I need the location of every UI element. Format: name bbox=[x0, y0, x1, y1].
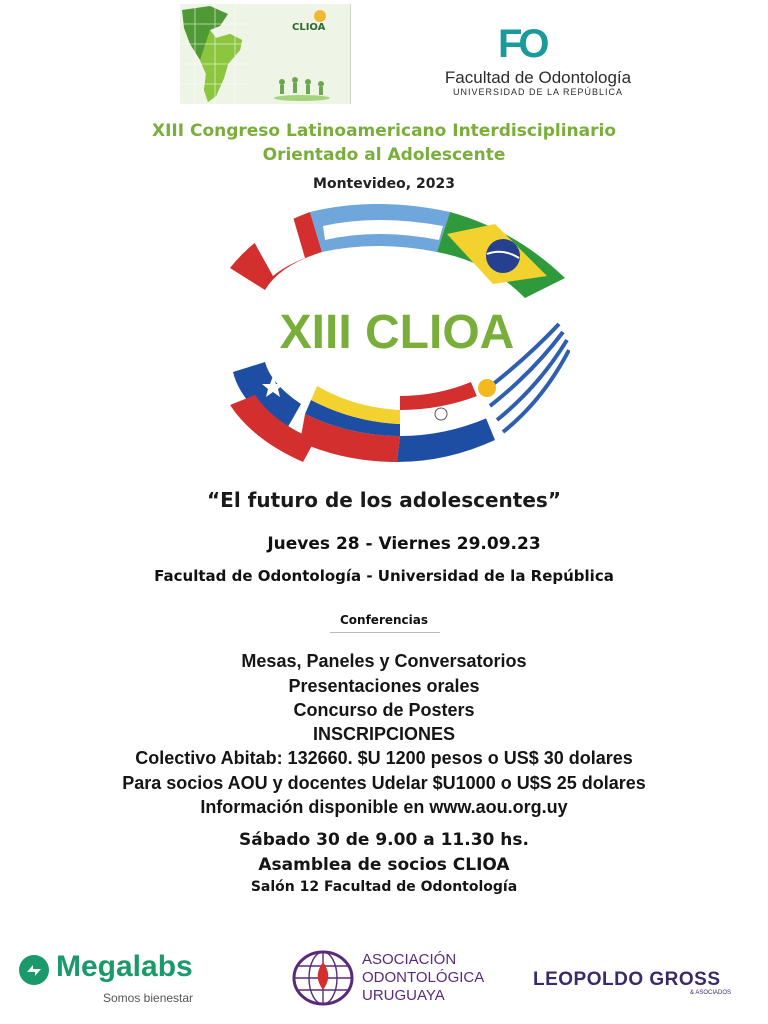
registration-fee-members: Para socios AOU y docentes Udelar $U1000 o U$S 25 dolares bbox=[122, 773, 646, 793]
clioa-logo-text-main: XIII CLIOA bbox=[279, 306, 515, 359]
university-name: UNIVERSIDAD DE LA REPÚBLICA bbox=[452, 87, 624, 97]
event-venue: Facultad de Odontología - Universidad de la República bbox=[154, 567, 614, 585]
aou-name-line2: ODONTOLÓGICA bbox=[362, 969, 485, 986]
city-year: Montevideo, 2023 bbox=[313, 176, 455, 192]
program-item-panels: Mesas, Paneles y Conversatorios bbox=[241, 651, 527, 671]
faculty-name: Facultad de Odontología bbox=[444, 68, 632, 87]
saturday-time: Sábado 30 de 9.00 a 11.30 hs. bbox=[239, 830, 529, 850]
event-slogan: “El futuro de los adolescentes” bbox=[207, 488, 561, 512]
megalabs-name: Megalabs bbox=[56, 950, 193, 983]
program-item-posters: Concurso de Posters bbox=[293, 700, 475, 720]
congress-title-line1: XIII Congreso Latinoamericano Interdisciplinario bbox=[151, 121, 617, 141]
congress-title-line2: Orientado al Adolescente bbox=[262, 145, 506, 165]
leopoldo-gross-name: LEOPOLDO GROSS bbox=[533, 969, 721, 990]
megalabs-logo-icon bbox=[18, 954, 50, 986]
clioa-logo-text: CLIOA bbox=[292, 22, 326, 33]
info-website: Información disponible en www.aou.org.uy bbox=[200, 797, 568, 817]
flag-ring-emblem bbox=[225, 200, 570, 470]
aou-name-line1: ASOCIACIÓN bbox=[362, 951, 457, 968]
saturday-assembly: Asamblea de socios CLIOA bbox=[258, 855, 510, 875]
fo-logo-mark: FO bbox=[498, 22, 546, 66]
aou-name-line3: URUGUAYA bbox=[362, 987, 445, 1004]
program-item-oral: Presentaciones orales bbox=[288, 676, 480, 696]
divider bbox=[330, 632, 440, 633]
aou-globe-icon bbox=[292, 950, 354, 1006]
event-dates: Jueves 28 - Viernes 29.09.23 bbox=[267, 534, 541, 554]
megalabs-tagline: Somos bienestar bbox=[103, 991, 194, 1005]
aou-name bbox=[362, 951, 484, 1005]
conferences-label: Conferencias bbox=[339, 613, 429, 627]
saturday-room: Salón 12 Facultad de Odontología bbox=[250, 879, 518, 895]
clioa-logo bbox=[180, 4, 351, 104]
registration-heading: INSCRIPCIONES bbox=[312, 724, 456, 744]
registration-fee-general: Colectivo Abitab: 132660. $U 1200 pesos o US$ 30 dolares bbox=[135, 748, 633, 768]
latin-america-map-icon bbox=[180, 4, 350, 104]
leopoldo-gross-subtitle: & ASOCIADOS bbox=[690, 990, 732, 996]
